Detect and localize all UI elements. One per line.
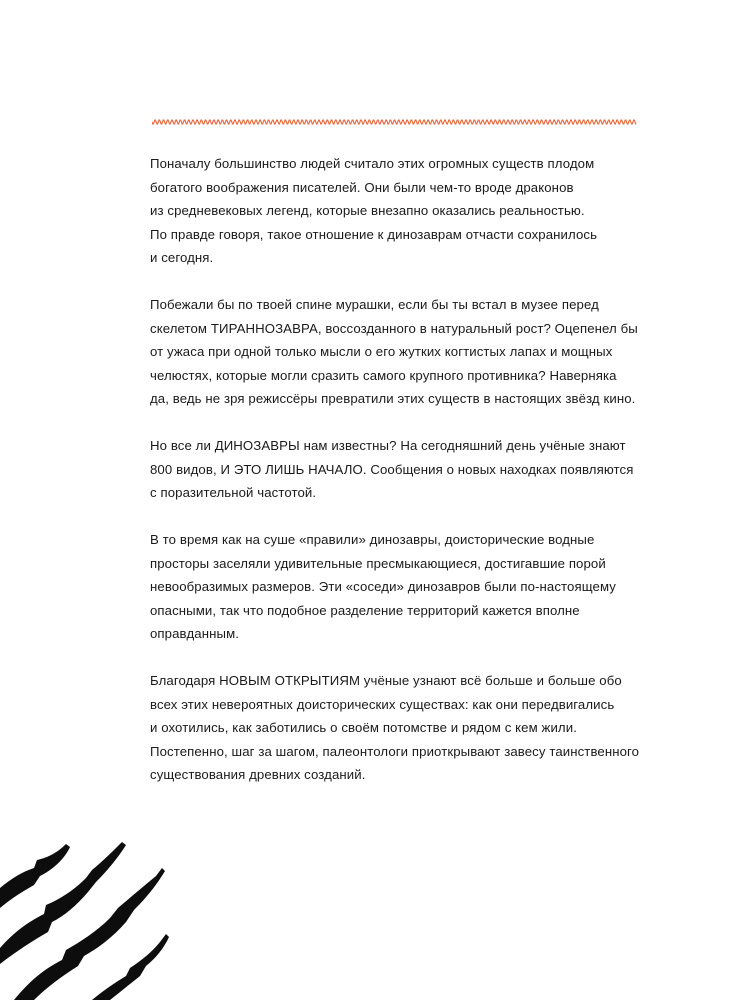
paragraph-intro [150,152,650,270]
wavy-line-divider-icon [152,117,637,127]
text-line: Побежали бы по твоей спине мурашки, если бы ты встал в музее перед [150,297,599,312]
text-line: да, ведь не зря режиссёры превратили этих существ в настоящих звёзд кино. [150,391,636,406]
paragraph-new-discoveries [150,669,650,787]
text-line: Благодаря НОВЫМ ОТКРЫТИЯМ учёные узнают всё больше и больше обо [150,673,622,688]
text-line: и сегодня. [150,250,214,265]
text-line: невообразимых размеров. Эти «соседи» динозавров были по-настоящему [150,579,616,594]
text-line: всех этих невероятных доисторических существах: как они передвигались [150,696,615,712]
text-line: челюстях, которые могли сразить самого крупного противника? Наверняка [150,367,617,383]
text-line: Постепенно, шаг за шагом, палеонтологи приоткрывают завесу таинственного [150,743,640,759]
article-body [150,152,650,810]
text-line: 800 видов, И ЭТО ЛИШЬ НАЧАЛО. Сообщения о новых находках появляются [150,461,634,477]
text-line: оправданным. [150,626,240,641]
text-line: По правде говоря, такое отношение к динозаврам отчасти сохранилось [150,226,598,242]
text-line: Но все ли ДИНОЗАВРЫ нам известны? На сегодняшний день учёные знают [150,438,626,453]
text-line: просторы заселяли удивительные пресмыкающиеся, достигавшие порой [150,555,606,571]
paragraph-known-species [150,434,650,505]
text-line: богатого воображения писателей. Они были чем-то вроде драконов [150,179,574,195]
claw-mark-4 [92,934,169,1000]
text-line: опасными, так что подобное разделение территорий кажется вполне [150,602,580,618]
text-line: из средневековых легенд, которые внезапно оказались реальностью. [150,203,585,218]
claw-mark-2 [0,842,126,964]
text-line: существования древних созданий. [150,767,366,782]
paragraph-sea-reptiles [150,528,650,646]
text-line: от ужаса при одной только мысли о его жутких когтистых лапах и мощных [150,344,613,359]
text-line: и охотились, как заботились о своём потомстве и рядом с кем жили. [150,720,577,735]
claw-scratch-icon [0,830,200,1000]
text-line: с поразительной частотой. [150,485,317,500]
text-line: скелетом ТИРАННОЗАВРА, воссозданного в натуральный рост? Оцепенел бы [150,320,638,336]
paragraph-tyrannosaurus [150,293,650,411]
text-line: В то время как на суше «правили» динозавры, доисторические водные [150,532,595,547]
text-line: Поначалу большинство людей считало этих огромных существ плодом [150,156,595,171]
